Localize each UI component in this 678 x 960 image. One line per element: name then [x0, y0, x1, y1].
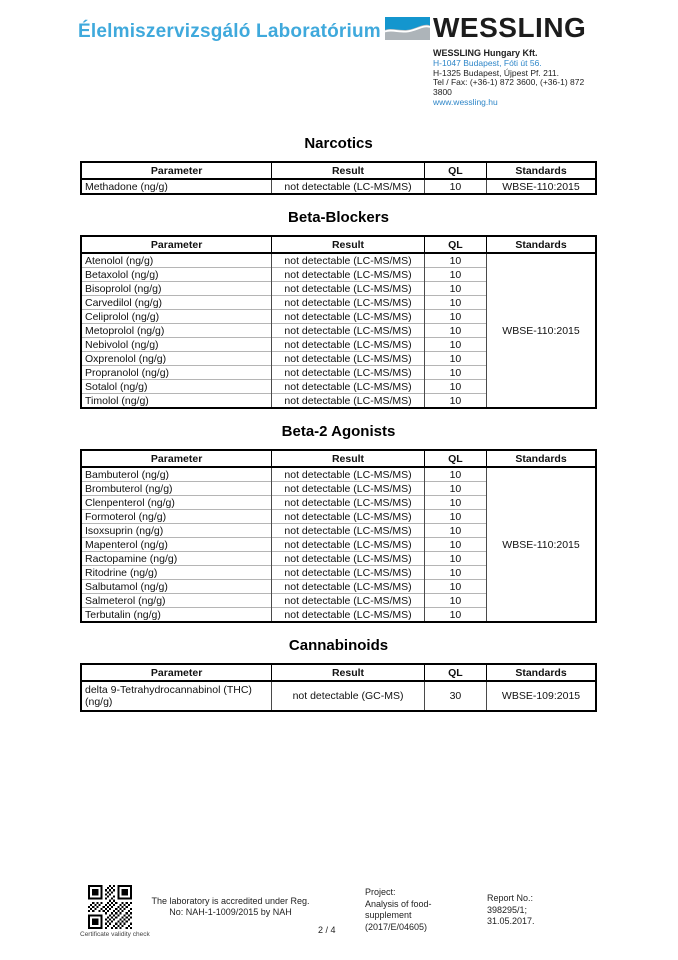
parameter-cell: Formoterol (ng/g) [81, 510, 272, 524]
ql-cell: 10 [424, 268, 486, 282]
ql-cell: 10 [424, 482, 486, 496]
company-name: WESSLING Hungary Kft. [433, 48, 538, 58]
parameter-cell: delta 9-Tetrahydrocannabinol (THC) (ng/g) [85, 684, 252, 708]
column-header-ql: QL [424, 162, 486, 179]
section-title: Cannabinoids [288, 637, 389, 654]
parameter-cell: Clenpenterol (ng/g) [81, 496, 272, 510]
ql-cell: 10 [424, 296, 486, 310]
parameter-cell: Ractopamine (ng/g) [81, 552, 272, 566]
column-header-ql: QL [424, 236, 486, 253]
parameter-cell: Sotalol (ng/g) [81, 380, 272, 394]
table-row [81, 681, 596, 711]
result-cell: not detectable (LC-MS/MS) [272, 282, 425, 296]
section-beta-blockers [80, 209, 597, 409]
wessling-logotype: WESSLING [433, 12, 587, 43]
standards-cell: WBSE-110:2015 [487, 253, 596, 408]
column-header-parameter: Parameter [81, 162, 272, 179]
column-header-standards: Standards [487, 162, 596, 179]
ql-cell: 10 [424, 338, 486, 352]
address-line-1: H-1047 Budapest, Fóti út 56. [433, 57, 542, 68]
result-cell: not detectable (LC-MS/MS) [272, 608, 425, 623]
phone-fax-line: Tel / Fax: (+36-1) 872 3600, (+36-1) 872 3800 [433, 77, 585, 98]
column-header-standards: Standards [487, 450, 596, 467]
parameter-cell: Isoxsuprin (ng/g) [81, 524, 272, 538]
report-info [487, 893, 535, 928]
column-header-result: Result [272, 664, 425, 681]
parameter-cell: Metoprolol (ng/g) [81, 324, 272, 338]
standards-cell: WBSE-109:2015 [487, 681, 596, 711]
column-header-parameter: Parameter [81, 664, 272, 681]
result-cell: not detectable (LC-MS/MS) [272, 580, 425, 594]
result-cell: not detectable (LC-MS/MS) [272, 510, 425, 524]
result-cell: not detectable (LC-MS/MS) [272, 380, 425, 394]
result-cell: not detectable (LC-MS/MS) [272, 268, 425, 282]
page-number: 2 / 4 [318, 925, 336, 935]
ql-cell: 10 [424, 566, 486, 580]
parameter-cell: Bisoprolol (ng/g) [81, 282, 272, 296]
ql-cell: 10 [424, 467, 486, 482]
result-cell: not detectable (LC-MS/MS) [272, 253, 425, 268]
ql-cell: 10 [424, 394, 486, 409]
project-label: Project: [365, 887, 396, 897]
ql-cell: 10 [424, 580, 486, 594]
ql-cell: 10 [424, 253, 486, 268]
result-cell: not detectable (LC-MS/MS) [272, 552, 425, 566]
accreditation-note [133, 896, 328, 918]
column-header-result: Result [272, 450, 425, 467]
project-line-2: supplement [365, 910, 412, 920]
column-header-result: Result [272, 162, 425, 179]
accreditation-line-1: The laboratory is accredited under Reg. [151, 896, 310, 906]
ql-cell: 10 [424, 552, 486, 566]
result-cell: not detectable (LC-MS/MS) [272, 524, 425, 538]
section-title: Beta-Blockers [288, 209, 389, 226]
result-cell: not detectable (LC-MS/MS) [272, 394, 425, 409]
parameter-cell: Ritodrine (ng/g) [81, 566, 272, 580]
results-table-beta-2-agonists [80, 449, 597, 623]
ql-cell: 10 [424, 282, 486, 296]
page-title: Élelmiszervizsgáló Laboratórium [78, 21, 381, 42]
ql-cell: 10 [424, 352, 486, 366]
result-cell: not detectable (LC-MS/MS) [272, 324, 425, 338]
result-cell: not detectable (LC-MS/MS) [272, 179, 425, 194]
result-cell: not detectable (LC-MS/MS) [272, 496, 425, 510]
address-line-2: H-1325 Budapest, Újpest Pf. 211. [433, 67, 560, 78]
accreditation-line-2: No: NAH-1-1009/2015 by NAH [169, 907, 292, 917]
ql-cell: 10 [424, 608, 486, 623]
parameter-cell: Propranolol (ng/g) [81, 366, 272, 380]
table-row [81, 467, 596, 482]
parameter-cell: Methadone (ng/g) [85, 180, 168, 193]
column-header-standards: Standards [487, 236, 596, 253]
parameter-cell: Terbutalin (ng/g) [81, 608, 272, 623]
column-header-standards: Standards [487, 664, 596, 681]
result-cell: not detectable (LC-MS/MS) [272, 566, 425, 580]
parameter-cell: Brombuterol (ng/g) [81, 482, 272, 496]
section-title: Narcotics [304, 135, 373, 152]
parameter-cell: Timolol (ng/g) [81, 394, 272, 409]
ql-cell: 10 [424, 366, 486, 380]
wessling-wave-icon [385, 15, 430, 45]
ql-cell: 10 [424, 510, 486, 524]
qr-caption: Certificate validity check [80, 931, 150, 938]
results-table-narcotics [80, 161, 597, 195]
result-cell: not detectable (LC-MS/MS) [272, 467, 425, 482]
parameter-cell: Nebivolol (ng/g) [81, 338, 272, 352]
section-narcotics [80, 135, 597, 195]
tables-region [80, 135, 597, 718]
result-cell: not detectable (LC-MS/MS) [272, 594, 425, 608]
section-cannabinoids [80, 637, 597, 712]
ql-cell: 10 [424, 324, 486, 338]
result-cell: not detectable (LC-MS/MS) [272, 366, 425, 380]
project-info [365, 887, 432, 933]
report-number: 398295/1; [487, 904, 528, 915]
project-line-3: (2017/E/04605) [365, 921, 428, 932]
column-header-result: Result [272, 236, 425, 253]
section-title: Beta-2 Agonists [281, 423, 396, 440]
result-cell: not detectable (LC-MS/MS) [272, 338, 425, 352]
results-table-cannabinoids [80, 663, 597, 712]
column-header-parameter: Parameter [81, 236, 272, 253]
parameter-cell: Celiprolol (ng/g) [81, 310, 272, 324]
column-header-ql: QL [424, 450, 486, 467]
ql-cell: 10 [424, 594, 486, 608]
ql-cell: 10 [424, 538, 486, 552]
result-cell: not detectable (LC-MS/MS) [272, 352, 425, 366]
result-cell: not detectable (GC-MS) [272, 681, 425, 711]
result-cell: not detectable (LC-MS/MS) [272, 296, 425, 310]
standards-cell: WBSE-110:2015 [487, 467, 596, 622]
result-cell: not detectable (LC-MS/MS) [272, 538, 425, 552]
table-row [81, 179, 596, 194]
standards-cell: WBSE-110:2015 [487, 179, 596, 194]
parameter-cell: Salbutamol (ng/g) [81, 580, 272, 594]
parameter-cell: Bambuterol (ng/g) [85, 468, 170, 481]
table-row [81, 253, 596, 268]
parameter-cell: Carvedilol (ng/g) [81, 296, 272, 310]
column-header-parameter: Parameter [81, 450, 272, 467]
project-line-1: Analysis of food- [365, 898, 432, 909]
ql-cell: 30 [424, 681, 486, 711]
section-beta-2-agonists [80, 423, 597, 623]
parameter-cell: Oxprenolol (ng/g) [81, 352, 272, 366]
report-label: Report No.: [487, 893, 534, 903]
results-table-beta-blockers [80, 235, 597, 409]
result-cell: not detectable (LC-MS/MS) [272, 482, 425, 496]
ql-cell: 10 [424, 496, 486, 510]
company-logo-block [385, 12, 587, 108]
ql-cell: 10 [424, 310, 486, 324]
ql-cell: 10 [424, 524, 486, 538]
column-header-ql: QL [424, 664, 486, 681]
parameter-cell: Atenolol (ng/g) [85, 254, 154, 267]
ql-cell: 10 [424, 380, 486, 394]
parameter-cell: Mapenterol (ng/g) [81, 538, 272, 552]
result-cell: not detectable (LC-MS/MS) [272, 310, 425, 324]
ql-cell: 10 [424, 179, 486, 194]
report-date: 31.05.2017. [487, 916, 535, 926]
parameter-cell: Salmeterol (ng/g) [81, 594, 272, 608]
website-link[interactable]: www.wessling.hu [433, 96, 498, 107]
parameter-cell: Betaxolol (ng/g) [81, 268, 272, 282]
